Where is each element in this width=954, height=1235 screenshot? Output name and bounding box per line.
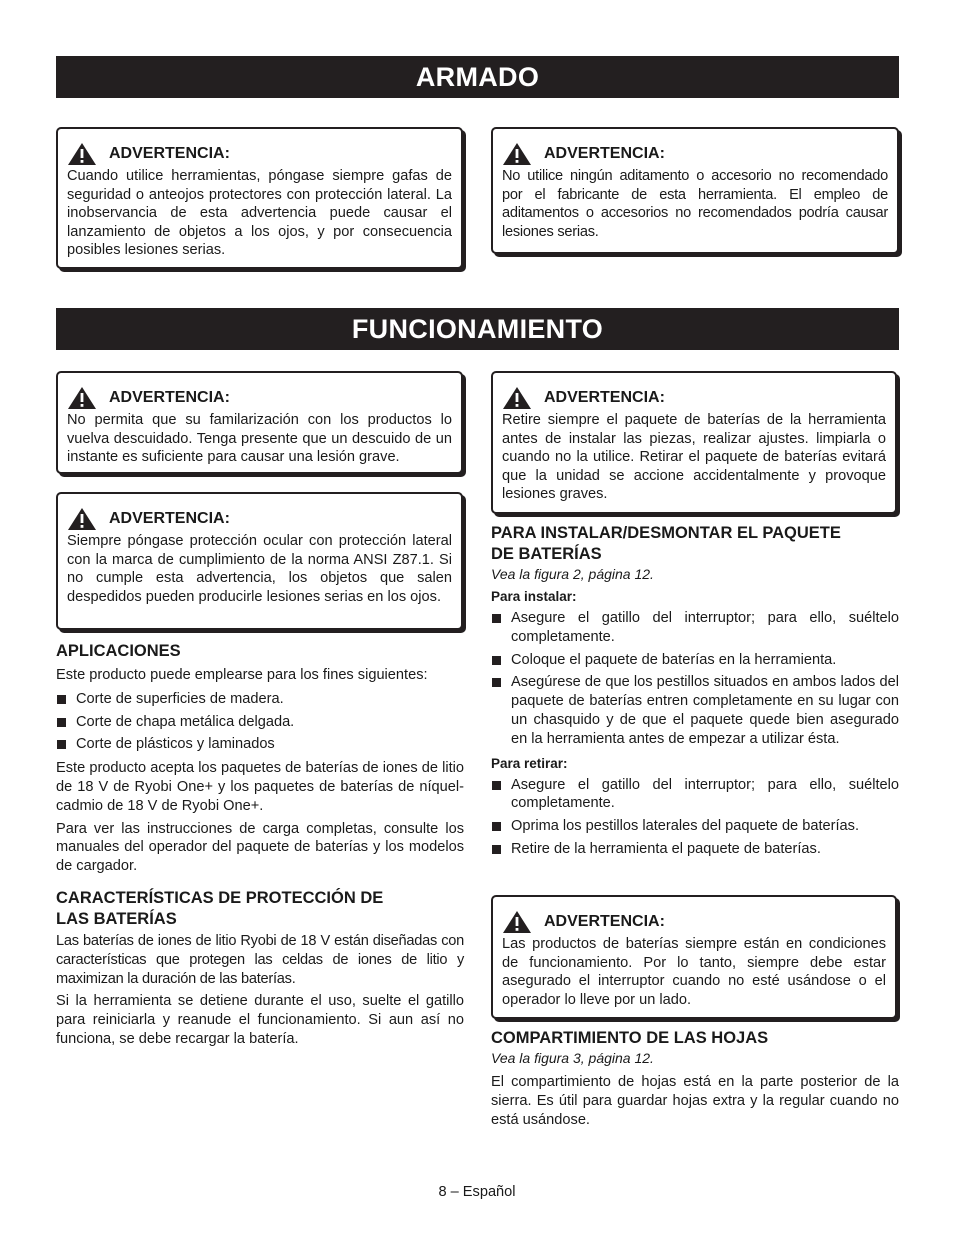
subheading-install: Para instalar: xyxy=(491,589,577,604)
list-item: Asegure el gatillo del interruptor; para ello, suéltelo completamente. xyxy=(491,776,899,814)
heading-aplicaciones: APLICACIONES xyxy=(56,642,181,660)
right-column-hojas xyxy=(491,1028,899,1129)
heading-proteccion: CARACTERÍSTICAS DE PROTECCIÓN DE LAS BATERÍAS xyxy=(56,888,384,928)
bullet-square-icon xyxy=(492,656,501,665)
heading-hojas: COMPARTIMIENTO DE LAS HOJAS xyxy=(491,1029,769,1047)
hojas-paragraph: El compartimiento de hojas está en la parte posterior de la sierra. Es útil para guardar hojas extra y la regular cuando no está usándose. xyxy=(491,1074,899,1128)
warning-triangle-icon xyxy=(502,142,532,166)
warning-text: Cuando utilice herramientas, póngase siempre gafas de seguridad o anteojos protectores con protección lateral. La inobservancia de esta advertencia puede causar el lanzamiento de objetos a los ojos, y por consecuencia posibles lesiones serias. xyxy=(67,168,452,259)
aplicaciones-intro: Este producto puede emplearse para los fines siguientes: xyxy=(56,667,428,683)
section-title: ARMADO xyxy=(415,62,540,92)
list-item: Asegure el gatillo del interruptor; para ello, suéltelo completamente. xyxy=(491,609,899,647)
warning-box xyxy=(56,492,463,630)
list-item: Oprima los pestillos laterales del paquete de baterías. xyxy=(491,817,899,836)
warning-header xyxy=(67,506,452,532)
right-column-instalar xyxy=(491,523,899,859)
bullet-square-icon xyxy=(492,614,501,623)
bullet-square-icon xyxy=(57,695,66,704)
warning-box xyxy=(491,895,897,1019)
section-banner-funcionamiento xyxy=(56,308,899,350)
warning-box xyxy=(491,127,899,254)
aplicaciones-list xyxy=(56,690,464,754)
warning-header xyxy=(502,141,888,167)
figure-reference: Vea la figura 3, página 12. xyxy=(491,1050,654,1066)
section-title: FUNCIONAMIENTO xyxy=(351,314,604,344)
warning-box xyxy=(56,127,463,269)
list-item: Corte de chapa metálica delgada. xyxy=(56,713,464,732)
aplicaciones-paragraph: Para ver las instrucciones de carga completas, consulte los manuales del operador del paquete de baterías y los modelos de cargador. xyxy=(56,820,464,875)
warning-title: ADVERTENCIA: xyxy=(544,913,665,930)
bullet-square-icon xyxy=(57,718,66,727)
warning-text: Retire siempre el paquete de baterías de la herramienta antes de instalar las piezas, realizar ajustes. limpiarla o cuando no la utilice. Retirar el paquete de baterías evitará que la unidad se accione accidentalmente y provoque lesiones graves. xyxy=(502,412,886,503)
list-item: Asegúrese de que los pestillos situados en ambos lados del paquete de baterías entren completamente en su lugar con un chasquido y de que el paquete quede bien asegurado en la herramienta antes de empezar a utilizar ésta. xyxy=(491,673,899,748)
proteccion-paragraph: Las baterías de iones de litio Ryobi de 18 V están diseñadas con características que protegen las celdas de iones de litio y maximizan la duración de las baterías. xyxy=(56,932,464,987)
page-footer: 8 – Español xyxy=(438,1184,516,1200)
warning-box xyxy=(491,371,897,514)
heading-instalar: PARA INSTALAR/DESMONTAR EL PAQUETE DE BATERÍAS xyxy=(491,524,841,563)
warning-title: ADVERTENCIA: xyxy=(544,389,665,406)
bullet-square-icon xyxy=(492,678,501,687)
list-item: Coloque el paquete de baterías en la herramienta. xyxy=(491,651,899,670)
warning-text: Las productos de baterías siempre están en condiciones de funcionamiento. Por lo tanto, siempre debe estar asegurado el interruptor cuando no esté usándose o el operador lo lleve por un lado. xyxy=(502,936,886,1008)
warning-header xyxy=(502,385,886,411)
warning-title: ADVERTENCIA: xyxy=(544,145,665,162)
warning-title: ADVERTENCIA: xyxy=(109,510,230,527)
warning-header xyxy=(502,909,886,935)
subheading-remove: Para retirar: xyxy=(491,755,568,771)
bullet-square-icon xyxy=(492,781,501,790)
warning-header xyxy=(67,141,452,167)
bullet-square-icon xyxy=(57,740,66,749)
warning-triangle-icon xyxy=(67,507,97,531)
warning-text: No utilice ningún aditamento o accesorio no recomendado por el fabricante de esta herramienta. El empleo de aditamentos o accesorios no recomendados podría causar lesiones serias. xyxy=(502,168,888,240)
warning-title: ADVERTENCIA: xyxy=(109,389,230,406)
warning-triangle-icon xyxy=(67,386,97,410)
warning-header xyxy=(67,385,452,411)
proteccion-paragraph: Si la herramienta se detiene durante el uso, suelte el gatillo para reiniciarla y reanude el funcionamiento. Si aun así no funciona, se debe recargar la batería. xyxy=(56,993,464,1047)
warning-title: ADVERTENCIA: xyxy=(109,145,230,162)
warning-text: Siempre póngase protección ocular con protección lateral con la marca de cumplimiento de la norma ANSI Z87.1. Si no cumple esta advertencia, los objetos que salen despedidos pueden producirle lesiones serias en los ojos. xyxy=(67,533,452,605)
left-column xyxy=(56,641,464,1049)
aplicaciones-paragraph: Este producto acepta los paquetes de baterías de iones de litio de 18 V de Ryobi One+ y los paquetes de baterías de níquel-cadmio de 18 V de Ryobi One+. xyxy=(56,760,464,814)
warning-box xyxy=(56,371,463,474)
bullet-square-icon xyxy=(492,822,501,831)
warning-triangle-icon xyxy=(502,910,532,934)
list-item: Retire de la herramienta el paquete de baterías. xyxy=(491,840,899,859)
warning-text: No permita que su familarización con los productos lo vuelva descuidado. Tenga presente que un descuido de un instante es suficiente para causar una lesión grave. xyxy=(67,412,452,466)
section-banner-armado xyxy=(56,56,899,98)
warning-triangle-icon xyxy=(67,142,97,166)
bullet-square-icon xyxy=(492,845,501,854)
figure-reference: Vea la figura 2, página 12. xyxy=(491,566,654,582)
warning-triangle-icon xyxy=(502,386,532,410)
list-item: Corte de plásticos y laminados xyxy=(56,735,464,754)
list-item: Corte de superficies de madera. xyxy=(56,690,464,709)
install-list xyxy=(491,609,899,749)
remove-list xyxy=(491,776,899,859)
